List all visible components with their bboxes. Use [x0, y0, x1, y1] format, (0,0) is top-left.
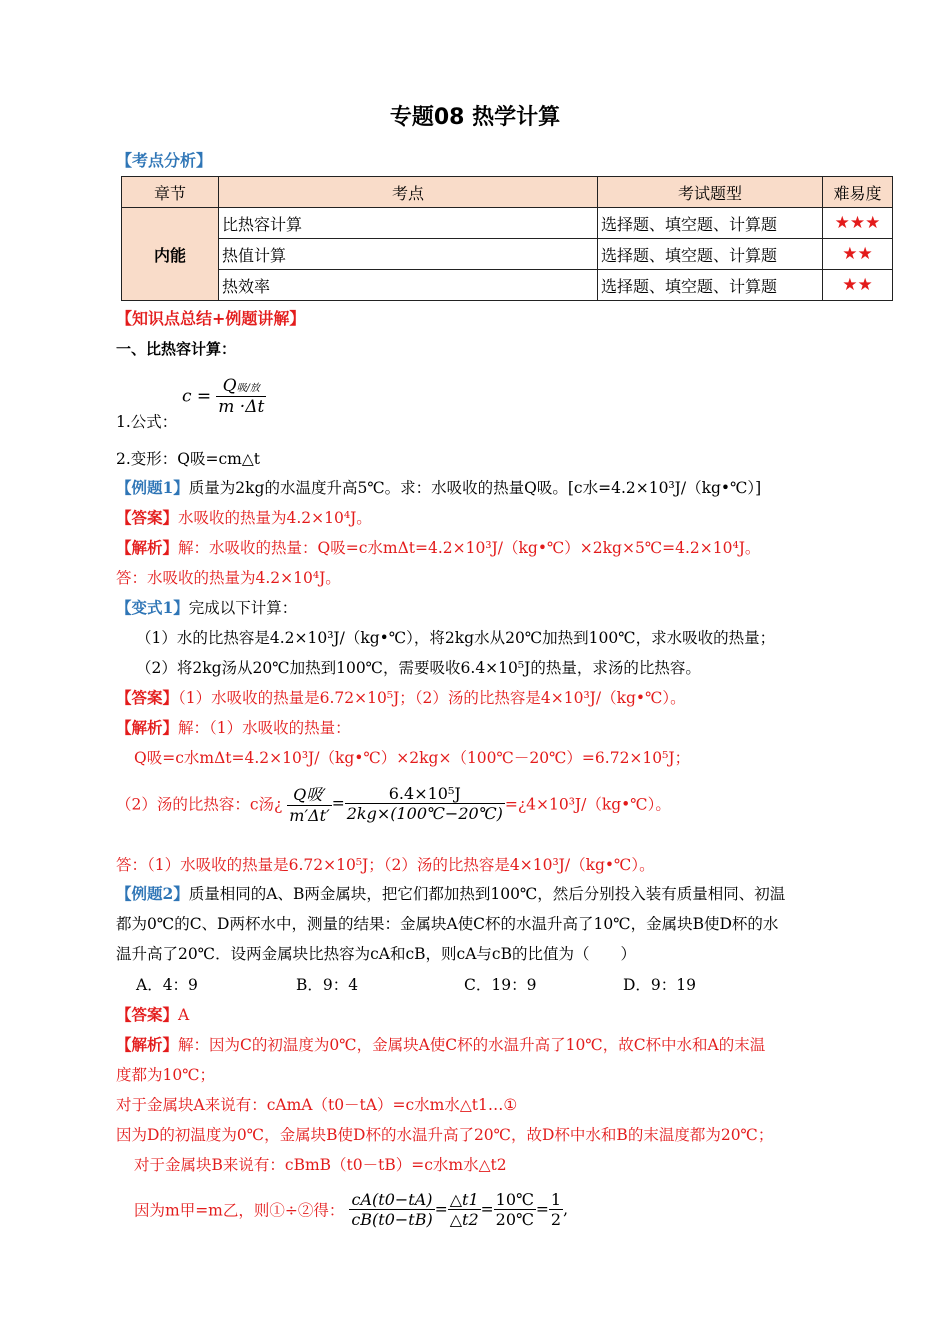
example2-answer-text: A [178, 1006, 190, 1024]
page-title: 专题08 热学计算 [389, 105, 561, 130]
formula-numerator [216, 376, 266, 397]
type-cell: 选择题、填空题、计算题 [598, 239, 823, 270]
example1-solution-tag: 【解析】 [116, 538, 179, 557]
example2-tag: 【例题2】 [116, 884, 189, 903]
equals-sign: = [480, 1200, 494, 1219]
type-cell: 选择题、填空题、计算题 [598, 270, 823, 301]
example1-question [116, 476, 761, 498]
variant1-final: 答：（1）水吸收的热量是6.72×10⁵J；（2）汤的比热容是4×10³J/（kg•℃）。 [116, 856, 655, 874]
example2-sol3: 对于金属块A来说有：cAmA（t0－tA）=c水m水△t1…① [116, 1096, 518, 1114]
sol6-prefix: 因为m甲=m乙，则①÷②得： [134, 1201, 345, 1220]
section-knowledge-heading: 【知识点总结+例题讲解】 [116, 309, 306, 328]
header-difficulty: 难易度 [823, 177, 893, 208]
equals-sign: = [331, 794, 345, 813]
variant1-answer [116, 686, 686, 708]
ratio2-den: △t2 [449, 1210, 479, 1229]
variant1-text: 完成以下计算： [188, 599, 298, 617]
ratio4-num: 1 [550, 1190, 562, 1209]
header-topic: 考点 [219, 177, 598, 208]
example1-answer-text: 水吸收的热量为4.2×10⁴J。 [178, 509, 372, 527]
ratio-fraction4 [549, 1190, 563, 1229]
variant1-fraction1 [287, 782, 331, 825]
variant1-solution-text: 解：（1）水吸收的热量： [178, 719, 351, 737]
example2-text1: 质量相同的A、B两金属块，把它们都加热到100℃，然后分别投入装有质量相同、初温 [188, 885, 786, 903]
option-a: A．4：9 [136, 976, 198, 994]
example1-answer [116, 506, 372, 528]
example2-sol2: 度都为10℃； [116, 1066, 216, 1084]
example2-answer-tag: 【答案】 [116, 1005, 179, 1024]
equals-sign: = [535, 1200, 549, 1219]
fraction1-den: m′Δt′ [289, 806, 330, 825]
ratio2-num: △t1 [449, 1190, 479, 1209]
fraction2-den: 2kg×(100℃−20℃) [346, 804, 503, 823]
ratio1-den: cB(t0−tB) [351, 1210, 433, 1229]
formula-label: 1.公式： [116, 413, 178, 431]
variant1-solution [116, 716, 351, 738]
ratio-fraction3 [494, 1190, 536, 1229]
variant1-question [116, 596, 297, 618]
variant1-line2-prefix: （2）汤的比热容：c汤¿ [116, 795, 283, 814]
formula [182, 376, 266, 417]
analysis-table [121, 176, 893, 301]
example2-solution-tag: 【解析】 [116, 1035, 179, 1054]
example1-solution-text: 解：水吸收的热量：Q吸=c水mΔt=4.2×10³J/（kg•℃）×2kg×5℃=4.2×10⁴J。 [178, 539, 761, 557]
ratio4-den: 2 [550, 1210, 562, 1229]
equals-sign: = [434, 1200, 448, 1219]
formula-q-sub: 吸/放 [236, 383, 260, 394]
example1-solution [116, 536, 760, 558]
example1-final: 答：水吸收的热量为4.2×10⁴J。 [116, 569, 341, 587]
formula-q: Q [222, 376, 237, 396]
formula-denominator: m ·Δt [218, 397, 265, 417]
table-header-row [122, 177, 893, 208]
section-analysis-heading: 【考点分析】 [116, 151, 213, 170]
variant1-answer-tag: 【答案】 [116, 688, 179, 707]
variant1-q2: （2）将2kg汤从20℃加热到100℃，需要吸收6.4×10⁵J的热量，求汤的比热容。 [136, 659, 701, 677]
variant1-fraction2 [345, 784, 505, 823]
formula-fraction [216, 376, 266, 417]
ratio1-num: cA(t0−tA) [349, 1190, 434, 1210]
ratio-fraction1 [349, 1190, 434, 1229]
option-c: C．19：9 [464, 976, 537, 994]
example2-answer [116, 1003, 189, 1025]
type-cell: 选择题、填空题、计算题 [598, 208, 823, 239]
example2-sol6 [134, 1190, 568, 1229]
ratio3-num: 10℃ [495, 1190, 534, 1209]
difficulty-stars: ★★★ [823, 208, 893, 239]
example1-tag: 【例题1】 [116, 478, 189, 497]
example1-text: 质量为2kg的水温度升高5℃。求：水吸收的热量Q吸。[c水=4.2×10³J/（kg•℃）] [188, 479, 762, 497]
variant1-line1: Q吸=c水mΔt=4.2×10³J/（kg•℃）×2kg×（100℃－20℃）=6.72×10⁵J； [134, 749, 691, 767]
variant1-answer-text: （1）水吸收的热量是6.72×10⁵J；（2）汤的比热容是4×10³J/（kg•℃）。 [178, 689, 686, 707]
variant1-tag: 【变式1】 [116, 598, 189, 617]
example2-sol5: 对于金属块B来说有：cBmB（t0－tB）=c水m水△t2 [134, 1156, 507, 1174]
formula-lhs: c = [182, 386, 212, 407]
option-b: B．9：4 [296, 976, 359, 994]
chapter-cell: 内能 [122, 208, 219, 301]
variant1-line2-suffix: =¿4×10³J/（kg•℃）。 [504, 795, 671, 814]
variant1-line2 [116, 782, 671, 825]
header-chapter: 章节 [122, 177, 219, 208]
variant1-solution-tag: 【解析】 [116, 718, 179, 737]
example2-text3: 温升高了20℃．设两金属块比热容为cA和cB，则cA与cB的比值为（ ） [116, 945, 636, 963]
table-row [122, 270, 893, 301]
example2-sol4: 因为D的初温度为0℃，金属块B使D杯的水温升高了20℃，故D杯中水和B的末温度都为20℃； [116, 1126, 774, 1144]
header-type: 考试题型 [598, 177, 823, 208]
topic-cell: 热值计算 [219, 239, 598, 270]
example2-solution [116, 1033, 765, 1055]
example2-sol1: 解：因为C的初温度为0℃，金属块A使C杯的水温升高了10℃，故C杯中水和A的末温 [178, 1036, 766, 1054]
table-row [122, 208, 893, 239]
variant1-q1: （1）水的比热容是4.2×10³J/（kg•℃），将2kg水从20℃加热到100℃，求水吸收的热量； [136, 629, 776, 647]
ratio3-den: 20℃ [495, 1210, 534, 1229]
example1-answer-tag: 【答案】 [116, 508, 179, 527]
example2-line1 [116, 882, 785, 904]
option-d: D．9：19 [623, 976, 697, 994]
fraction2-num: 6.4×10⁵J [345, 784, 505, 804]
sol6-suffix: , [563, 1200, 569, 1219]
difficulty-stars: ★★ [823, 239, 893, 270]
transform-line: 2.变形：Q吸=cm△t [116, 450, 261, 468]
topic-cell: 比热容计算 [219, 208, 598, 239]
example2-text2: 都为0℃的C、D两杯水中，测量的结果：金属块A使C杯的水温升高了10℃，金属块B使D杯的水 [116, 915, 779, 933]
part1-heading: 一、比热容计算： [116, 340, 237, 358]
topic-cell: 热效率 [219, 270, 598, 301]
difficulty-stars: ★★ [823, 270, 893, 301]
ratio-fraction2 [448, 1190, 481, 1229]
table-row [122, 239, 893, 270]
fraction1-num: Q吸′ [287, 782, 331, 806]
